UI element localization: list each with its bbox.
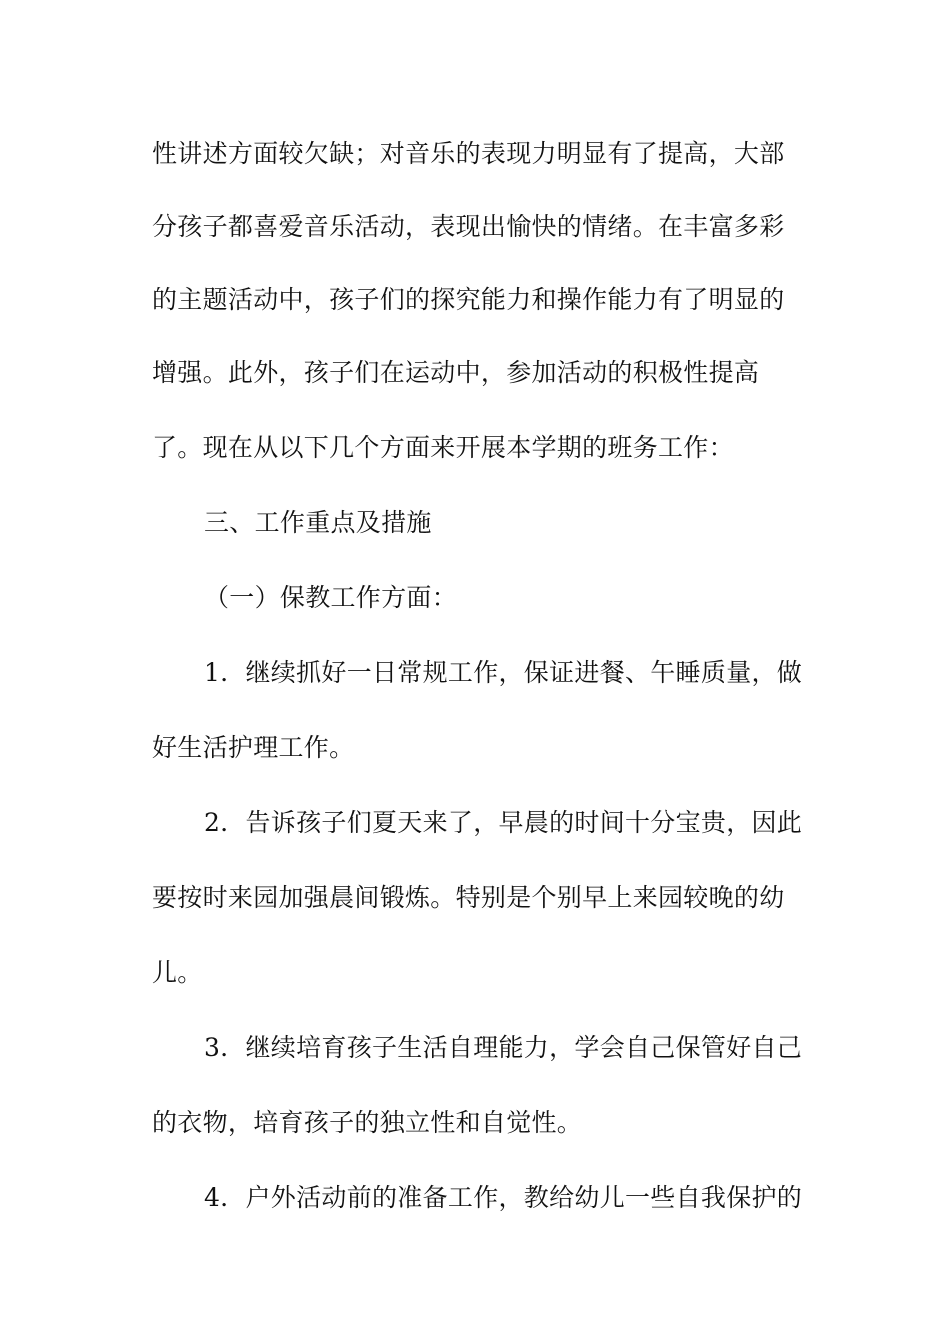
list-item-line: 儿。 bbox=[152, 958, 203, 987]
list-item-line: 的衣物，培育孩子的独立性和自觉性。 bbox=[152, 1108, 583, 1137]
list-item-line: 2．告诉孩子们夏天来了，早晨的时间十分宝贵，因此 bbox=[204, 808, 803, 837]
list-item-line: 3．继续培育孩子生活自理能力，学会自己保管好自己 bbox=[204, 1033, 803, 1062]
subsection-heading: （一）保教工作方面： bbox=[204, 583, 458, 612]
list-item-line: 4．户外活动前的准备工作，教给幼儿一些自我保护的 bbox=[204, 1183, 803, 1212]
paragraph-line: 的主题活动中，孩子们的探究能力和操作能力有了明显的 bbox=[152, 285, 785, 314]
list-item-line: 要按时来园加强晨间锻炼。特别是个别早上来园较晚的幼 bbox=[152, 883, 785, 912]
section-heading: 三、工作重点及措施 bbox=[204, 508, 432, 537]
paragraph-line: 了。现在从以下几个方面来开展本学期的班务工作： bbox=[152, 433, 734, 462]
paragraph-line: 增强。此外，孩子们在运动中，参加活动的积极性提高 bbox=[152, 358, 760, 387]
list-item-line: 1．继续抓好一日常规工作，保证进餐、午睡质量，做 bbox=[204, 658, 803, 687]
paragraph-line: 分孩子都喜爱音乐活动，表现出愉快的情绪。在丰富多彩 bbox=[152, 212, 785, 241]
paragraph-line: 性讲述方面较欠缺；对音乐的表现力明显有了提高，大部 bbox=[152, 139, 785, 168]
list-item-line: 好生活护理工作。 bbox=[152, 733, 355, 762]
